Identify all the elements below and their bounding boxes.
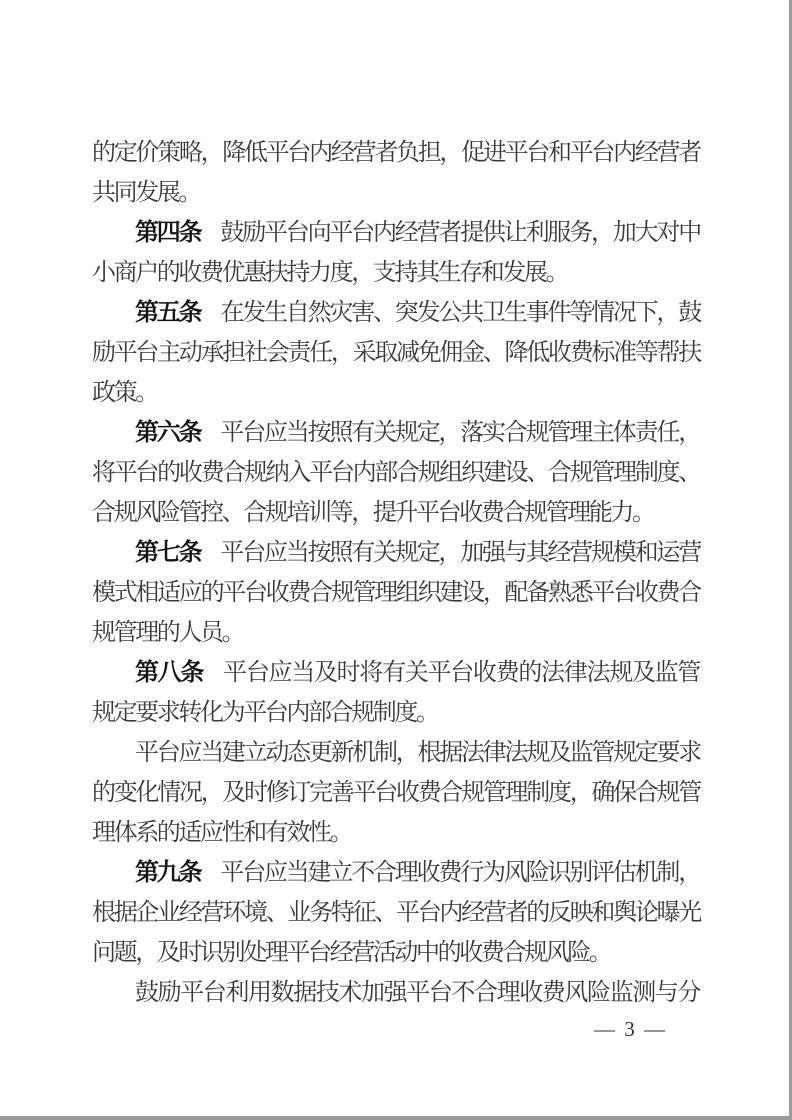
text-line [92, 893, 700, 933]
text-line [92, 253, 700, 293]
text-line [92, 813, 700, 853]
line-text: 理体系的适应性和有效性。 [92, 820, 352, 846]
line-text: 平台应当按照有关规定，落实合规管理主体责任， [220, 420, 700, 446]
text-line [92, 533, 700, 573]
article-number: 第七条 [135, 540, 201, 566]
text-line [92, 133, 700, 173]
line-text: 合规风险管控、合规培训等，提升平台收费合规管理能力。 [92, 500, 654, 526]
text-line [92, 733, 700, 773]
line-text: 问题，及时识别处理平台经营活动中的收费合规风险。 [92, 940, 611, 966]
text-line [92, 333, 700, 373]
text-line [92, 373, 700, 413]
line-text: 鼓励平台向平台内经营者提供让利服务，加大对中 [220, 220, 700, 246]
text-line [92, 173, 700, 213]
page-number: — 3 — [594, 1017, 667, 1041]
line-text: 在发生自然灾害、突发公共卫生事件等情况下，鼓 [220, 300, 700, 326]
article-number: 第六条 [135, 420, 201, 446]
text-line [92, 613, 700, 653]
text-line [92, 453, 700, 493]
text-line [92, 413, 700, 453]
text-line [92, 213, 700, 253]
line-text: 根据企业经营环境、业务特征、平台内经营者的反映和舆论曝光 [92, 900, 700, 926]
line-text: 小商户的收费优惠扶持力度，支持其生存和发展。 [92, 260, 568, 286]
text-line [92, 693, 700, 733]
line-text: 政策。 [92, 380, 157, 406]
line-text: 规定要求转化为平台内部合规制度。 [92, 700, 438, 726]
line-text: 将平台的收费合规纳入平台内部合规组织建设、合规管理制度、 [92, 460, 700, 486]
line-text: 平台应当及时将有关平台收费的法律法规及监管 [223, 660, 700, 686]
text-line [92, 293, 700, 333]
line-text: 励平台主动承担社会责任，采取减免佣金、降低收费标准等帮扶 [92, 340, 700, 366]
text-line [92, 853, 700, 893]
line-text: 规管理的人员。 [92, 620, 244, 646]
article-number: 第八条 [135, 660, 204, 686]
text-line [92, 773, 700, 813]
line-text: 模式相适应的平台收费合规管理组织建设，配备熟悉平台收费合 [92, 580, 700, 606]
line-text: 共同发展。 [92, 180, 200, 206]
line-text: 平台应当建立动态更新机制，根据法律法规及监管规定要求 [135, 740, 700, 766]
text-line [92, 493, 700, 533]
line-text: 鼓励平台利用数据技术加强平台不合理收费风险监测与分 [135, 980, 700, 1006]
document-body [92, 133, 700, 1013]
article-number: 第五条 [135, 300, 201, 326]
text-line [92, 653, 700, 693]
article-number: 第四条 [135, 220, 201, 246]
article-number: 第九条 [135, 860, 201, 886]
line-text: 平台应当按照有关规定，加强与其经营规模和运营 [220, 540, 700, 566]
line-text: 的变化情况，及时修订完善平台收费合规管理制度，确保合规管 [92, 780, 700, 806]
text-line [92, 933, 700, 973]
line-text: 平台应当建立不合理收费行为风险识别评估机制， [220, 860, 700, 886]
text-line [92, 573, 700, 613]
line-text: 的定价策略，降低平台内经营者负担，促进平台和平台内经营者 [92, 140, 700, 166]
text-line [92, 973, 700, 1013]
